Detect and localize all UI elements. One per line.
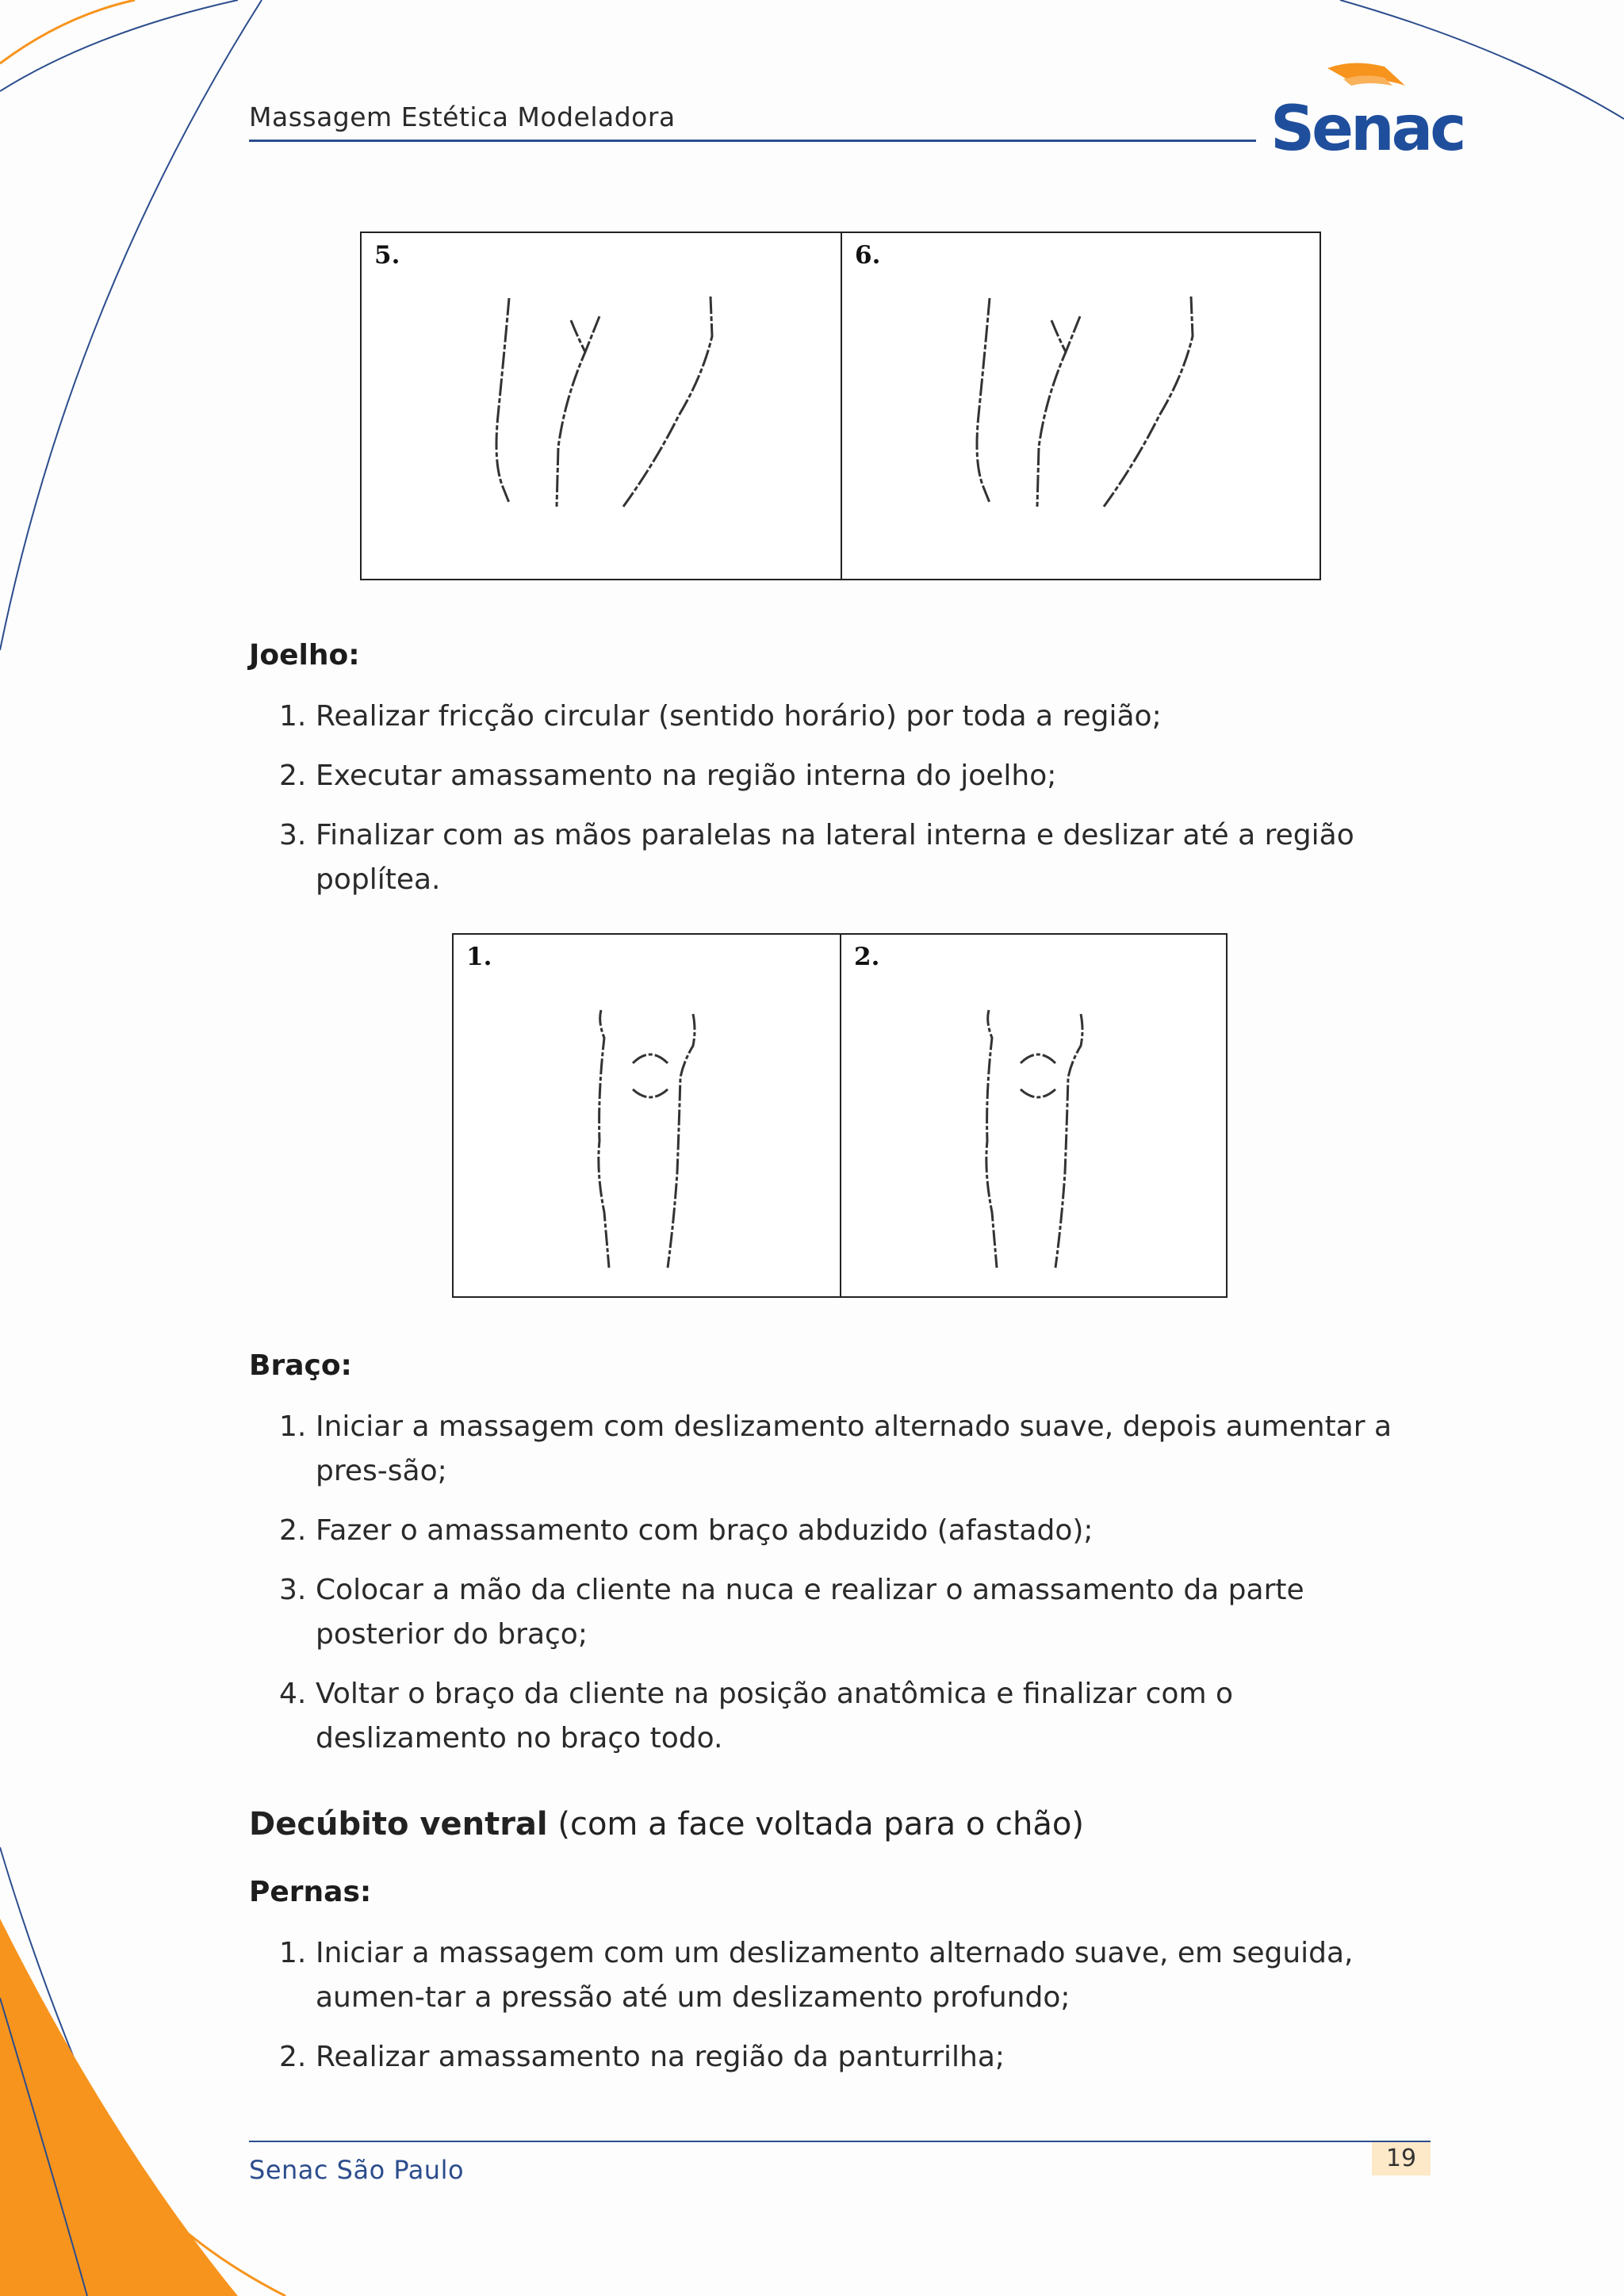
panel-label: 6. [855, 241, 881, 270]
list-item: 1. Realizar fricção circular (sentido horário) por toda a região; [279, 700, 1162, 733]
figure-panel-5 [362, 233, 841, 579]
footer-publisher: Senac São Paulo [249, 2155, 465, 2185]
legs-sketch-icon [842, 233, 1321, 579]
joelho-steps [249, 695, 1431, 917]
list-item: 2. Executar amassamento na região interna do joelho; [279, 760, 1057, 792]
figure-legs-5-6 [360, 232, 1321, 580]
page-number: 19 [1372, 2142, 1431, 2175]
list-item: 1. Iniciar a massagem com um deslizamento alternado suave, em seguida, aumen-tar a pressão até um deslizamento profundo; [279, 1937, 1354, 2014]
list-item: 2. Realizar amassamento na região da panturrilha; [279, 2041, 1005, 2073]
footer-rule [249, 2141, 1431, 2142]
panel-label: 1. [466, 943, 492, 971]
panel-label: 5. [374, 241, 400, 270]
legs-sketch-icon [362, 233, 841, 579]
list-item: 1. Iniciar a massagem com deslizamento alternado suave, depois aumentar a pres-são; [279, 1410, 1392, 1487]
pernas-heading: Pernas: [249, 1876, 372, 1908]
figure-panel-2 [840, 935, 1228, 1296]
braco-heading: Braço: [249, 1349, 352, 1382]
list-item: 4. Voltar o braço da cliente na posição anatômica e finalizar com o deslizamento no braço todo. [279, 1678, 1233, 1755]
pernas-steps [249, 1931, 1431, 2095]
knee-sketch-icon [454, 935, 840, 1296]
joelho-heading: Joelho: [249, 639, 360, 672]
figure-panel-6 [841, 233, 1321, 579]
knee-sketch-icon [841, 935, 1228, 1296]
header-rule [249, 140, 1256, 142]
decubito-ventral-heading: Decúbito ventral (com a face voltada para o chão) [249, 1806, 1084, 1843]
figure-knee-1-2 [452, 933, 1228, 1298]
running-header-title: Massagem Estética Modeladora [249, 101, 676, 132]
braco-steps [249, 1405, 1431, 1776]
panel-label: 2. [854, 943, 880, 971]
list-item: 3. Colocar a mão da cliente na nuca e realizar o amassamento da parte posterior do braço; [279, 1574, 1304, 1651]
senac-logo-text: Senac [1270, 94, 1464, 165]
list-item: 2. Fazer o amassamento com braço abduzido (afastado); [279, 1514, 1094, 1547]
figure-panel-1 [454, 935, 840, 1296]
list-item: 3. Finalizar com as mãos paralelas na lateral interna e deslizar até a região poplítea. [279, 819, 1354, 896]
